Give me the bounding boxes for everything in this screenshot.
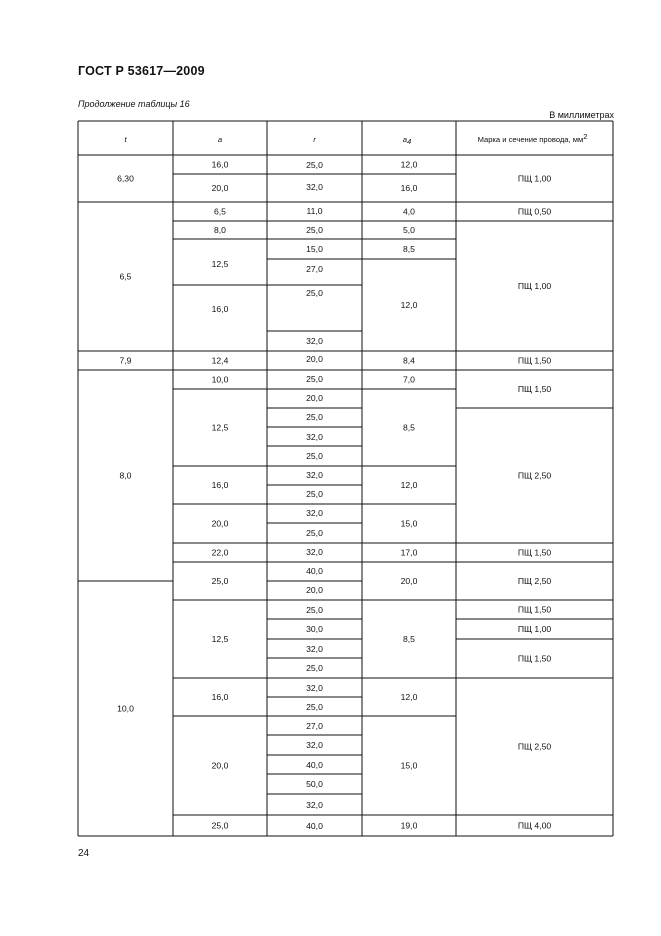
cell-a: 20,0: [211, 518, 229, 529]
cell-a: 12,5: [211, 422, 229, 433]
cell-r: 32,0: [306, 683, 323, 693]
cell-wire: ПЩ 2,50: [517, 576, 552, 586]
cell-wire: ПЩ 0,50: [517, 206, 552, 217]
cell-wire: ПЩ 1,50: [517, 355, 552, 366]
cell-a4: 15,0: [400, 760, 418, 771]
units-note: В миллиметрах: [549, 110, 614, 120]
cell-t: 6,30: [117, 173, 134, 184]
cell-r: 32,0: [306, 800, 323, 810]
cell-a4: 12,0: [400, 692, 418, 702]
cell-r: 20,0: [306, 393, 323, 403]
page-number: 24: [78, 848, 90, 859]
cell-a4: 8,4: [403, 355, 415, 366]
cell-r: 25,0: [306, 412, 323, 422]
cell-a: 16,0: [211, 304, 229, 314]
cell-r: 32,0: [306, 547, 323, 557]
cell-r: 25,0: [306, 225, 323, 235]
cell-r: 30,0: [306, 624, 323, 634]
cell-r: 32,0: [306, 432, 323, 442]
cell-a4: 12,0: [400, 480, 418, 490]
cell-r: 40,0: [306, 821, 323, 831]
table-caption: Продолжение таблицы 16: [78, 99, 190, 109]
cell-r: 11,0: [306, 206, 323, 216]
cell-r: 25,0: [306, 605, 323, 615]
cell-t: 10,0: [117, 703, 134, 714]
cell-a4: 8,5: [403, 244, 415, 254]
cell-r: 25,0: [306, 663, 323, 673]
cell-a4: 15,0: [400, 518, 418, 529]
header-a4-subscript: 4: [407, 137, 412, 146]
cell-r: 20,0: [306, 354, 323, 364]
cell-r: 50,0: [306, 779, 323, 789]
cell-a4: 20,0: [400, 576, 418, 586]
cell-t: 8,0: [119, 470, 132, 481]
cell-a: 12,5: [211, 259, 229, 269]
cell-a4: 16,0: [400, 183, 418, 193]
cell-a: 25,0: [211, 576, 229, 586]
cell-a: 16,0: [211, 692, 229, 702]
cell-wire: ПЩ 2,50: [517, 741, 552, 752]
cell-a4: 8,5: [403, 634, 415, 644]
cell-wire: ПЩ 1,00: [517, 281, 552, 291]
cell-r: 32,0: [306, 740, 323, 750]
header-wire-superscript: 2: [583, 132, 588, 141]
cell-wire: ПЩ 1,50: [517, 547, 552, 558]
cell-r: 25,0: [306, 451, 323, 461]
cell-a: 12,4: [211, 355, 229, 366]
cell-r: 25,0: [306, 528, 323, 538]
cell-wire: ПЩ 2,50: [517, 470, 552, 481]
cell-r: 32,0: [306, 336, 323, 346]
cell-wire: ПЩ 1,50: [517, 653, 552, 664]
cell-a: 16,0: [211, 480, 229, 490]
cell-wire: ПЩ 1,00: [517, 624, 552, 634]
cell-r: 27,0: [306, 264, 323, 274]
cell-a: 25,0: [211, 820, 229, 831]
cell-a: 8,0: [214, 225, 226, 235]
cell-r: 32,0: [306, 470, 323, 480]
cell-a4: 12,0: [400, 300, 418, 310]
cell-a: 22,0: [211, 547, 229, 558]
cell-a: 12,5: [211, 634, 229, 644]
cell-a4: 5,0: [403, 225, 415, 235]
cell-a4: 4,0: [403, 206, 415, 217]
cell-t: 7,9: [119, 355, 132, 366]
cell-r: 32,0: [306, 182, 323, 192]
cell-a: 20,0: [211, 183, 229, 193]
cell-r: 40,0: [306, 760, 323, 770]
cell-a4: 7,0: [403, 374, 415, 385]
cell-r: 27,0: [306, 721, 323, 731]
cell-a: 16,0: [211, 159, 229, 170]
cell-wire: ПЩ 1,50: [517, 384, 552, 394]
cell-wire: ПЩ 1,50: [517, 604, 552, 615]
header-wire: Марка и сечение провода, мм2: [477, 132, 588, 144]
cell-wire: ПЩ 1,00: [517, 173, 552, 184]
cell-t: 6,5: [119, 271, 132, 282]
cell-r: 25,0: [306, 374, 323, 384]
header-r: r: [313, 135, 316, 144]
cell-a4: 17,0: [400, 547, 418, 558]
cell-a4: 19,0: [400, 820, 418, 831]
cell-a: 20,0: [211, 760, 229, 771]
cell-a4: 12,0: [400, 159, 418, 170]
header-t: t: [124, 135, 127, 144]
cell-a4: 8,5: [403, 422, 415, 433]
cell-r: 40,0: [306, 566, 323, 576]
header-a: a: [217, 135, 223, 144]
cell-r: 32,0: [306, 644, 323, 654]
header-a4: a4: [402, 135, 412, 146]
cell-a: 10,0: [211, 374, 229, 385]
cell-r: 25,0: [306, 702, 323, 712]
cell-r: 15,0: [306, 244, 323, 254]
cell-r: 25,0: [306, 160, 323, 170]
cell-r: 32,0: [306, 508, 323, 518]
standard-title: ГОСТ Р 53617—2009: [78, 64, 205, 78]
cell-a: 6,5: [214, 206, 226, 217]
cell-r: 25,0: [306, 288, 323, 298]
cell-r: 20,0: [306, 585, 323, 595]
cell-wire: ПЩ 4,00: [517, 820, 552, 831]
cell-r: 25,0: [306, 489, 323, 499]
